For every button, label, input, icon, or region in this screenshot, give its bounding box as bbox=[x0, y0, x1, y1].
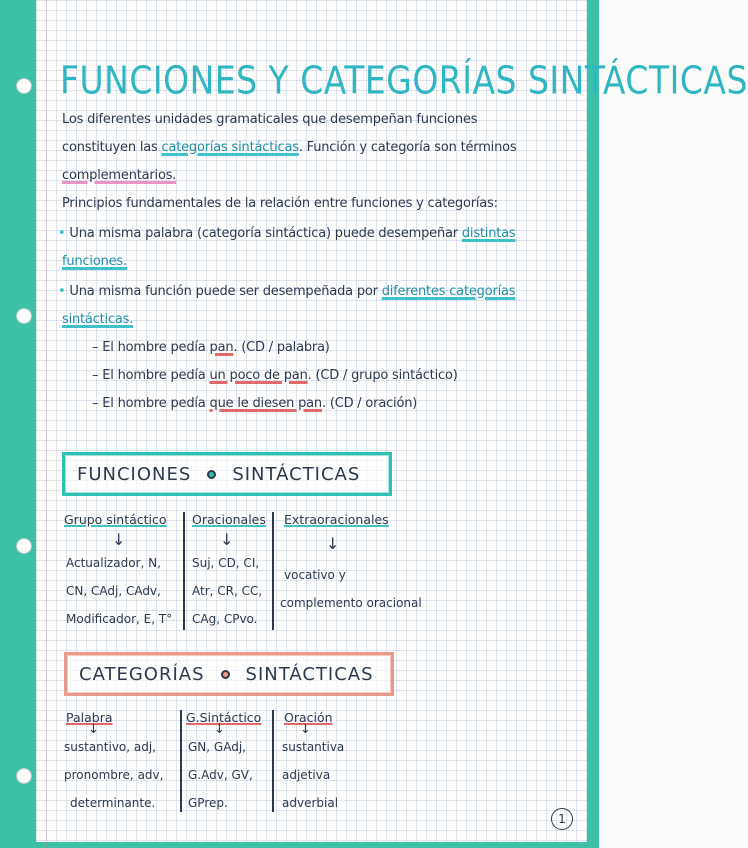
funciones-col2-head: Oracionales bbox=[192, 512, 266, 527]
categorias-col2-row2: G.Adv, GV, bbox=[188, 768, 253, 782]
principle-2-continuation: sintácticas. bbox=[62, 312, 134, 327]
notebook-teal-edge-right bbox=[587, 0, 599, 848]
categorias-box-left: CATEGORÍAS bbox=[79, 663, 205, 685]
categorias-col1-row1: sustantivo, adj, bbox=[64, 740, 157, 754]
dot-icon bbox=[221, 670, 230, 679]
example-2-post: . (CD / grupo sintáctico) bbox=[307, 368, 458, 383]
intro-highlight-categorias: categorías sintácticas bbox=[161, 140, 299, 155]
column-divider bbox=[272, 512, 274, 630]
example-2 bbox=[92, 368, 458, 383]
categorias-sintacticas-box bbox=[64, 652, 394, 696]
principles-heading: Principios fundamentales de la relación entre funciones y categorías: bbox=[62, 196, 498, 211]
example-2-highlight: un poco de pan bbox=[209, 368, 308, 383]
principle-item-1 bbox=[58, 226, 515, 241]
funciones-box-right: SINTÁCTICAS bbox=[232, 463, 361, 485]
funciones-col2-row3: CAg, CPvo. bbox=[192, 612, 258, 626]
example-1-post: . (CD / palabra) bbox=[233, 340, 330, 355]
example-1 bbox=[92, 340, 330, 355]
arrow-down-icon: ↓ bbox=[214, 722, 225, 737]
categorias-col3-row2: adjetiva bbox=[282, 768, 331, 782]
bullet-icon: • bbox=[58, 284, 66, 299]
column-divider bbox=[272, 710, 274, 812]
categorias-col1-row2: pronombre, adv, bbox=[64, 768, 164, 782]
intro-line-1: Los diferentes unidades gramaticales que desempeñan funciones bbox=[62, 112, 478, 127]
binder-hole-1 bbox=[16, 78, 32, 94]
arrow-down-icon: ↓ bbox=[112, 530, 126, 549]
categorias-col1-head: Palabra bbox=[66, 710, 113, 725]
categorias-box-right: SINTÁCTICAS bbox=[245, 663, 374, 685]
example-3-pre: – El hombre pedía bbox=[92, 396, 210, 411]
funciones-col3-head: Extraoracionales bbox=[284, 512, 389, 527]
funciones-col3-row1: vocativo y bbox=[284, 568, 346, 582]
bullet-icon: • bbox=[58, 226, 66, 241]
notebook-teal-edge-bottom bbox=[0, 842, 599, 848]
funciones-col1-row1: Actualizador, N, bbox=[66, 556, 161, 570]
funciones-col1-head: Grupo sintáctico bbox=[64, 512, 167, 527]
arrow-down-icon: ↓ bbox=[220, 530, 234, 549]
margin-line bbox=[46, 0, 47, 848]
principle-1-continuation: funciones. bbox=[62, 254, 127, 269]
funciones-box-left: FUNCIONES bbox=[77, 463, 192, 485]
binder-hole-3 bbox=[16, 538, 32, 554]
intro-line-3: complementarios. bbox=[62, 168, 177, 183]
binder-hole-4 bbox=[16, 768, 32, 784]
categorias-col2-row1: GN, GAdj, bbox=[188, 740, 246, 754]
column-divider bbox=[183, 512, 185, 630]
funciones-sintacticas-box bbox=[62, 452, 392, 496]
arrow-down-icon: ↓ bbox=[88, 722, 99, 737]
categorias-col3-head: Oración bbox=[284, 710, 333, 725]
categorias-col1-row3: determinante. bbox=[70, 796, 156, 810]
column-divider bbox=[180, 710, 182, 812]
intro-line-2-start: constituyen las bbox=[62, 140, 162, 155]
page-number: 1 bbox=[551, 808, 573, 830]
categorias-col2-row3: GPrep. bbox=[188, 796, 228, 810]
arrow-down-icon: ↓ bbox=[326, 534, 340, 553]
example-3-post: . (CD / oración) bbox=[321, 396, 418, 411]
funciones-col2-row1: Suj, CD, CI, bbox=[192, 556, 260, 570]
intro-line-2-end: . Función y categoría son términos bbox=[298, 140, 517, 155]
binder-hole-2 bbox=[16, 308, 32, 324]
categorias-col2-head: G.Sintáctico bbox=[186, 710, 262, 725]
dot-icon bbox=[207, 470, 216, 479]
principle-1-text: Una misma palabra (categoría sintáctica) puede desempeñar bbox=[69, 226, 462, 241]
example-3 bbox=[92, 396, 417, 411]
principle-item-2 bbox=[58, 284, 515, 299]
funciones-col3-row2: complemento oracional bbox=[280, 596, 422, 610]
principle-2-text: Una misma función puede ser desempeñada por bbox=[69, 284, 382, 299]
funciones-col1-row2: CN, CAdj, CAdv, bbox=[66, 584, 161, 598]
arrow-down-icon: ↓ bbox=[300, 722, 311, 737]
categorias-col3-row3: adverbial bbox=[282, 796, 339, 810]
example-1-highlight: pan bbox=[209, 340, 234, 355]
example-2-pre: – El hombre pedía bbox=[92, 368, 210, 383]
example-1-pre: – El hombre pedía bbox=[92, 340, 210, 355]
principle-2-highlight: diferentes categorías bbox=[381, 284, 516, 299]
page-title: FUNCIONES Y CATEGORÍAS SINTÁCTICAS bbox=[60, 58, 748, 103]
notebook-teal-edge-left bbox=[0, 0, 36, 848]
example-3-highlight: que le diesen pan bbox=[209, 396, 322, 411]
funciones-col1-row3: Modificador, E, T° bbox=[66, 612, 173, 626]
funciones-col2-row2: Atr, CR, CC, bbox=[192, 584, 263, 598]
categorias-col3-row1: sustantiva bbox=[282, 740, 345, 754]
principle-1-highlight: distintas bbox=[461, 226, 516, 241]
intro-line-2 bbox=[62, 140, 516, 155]
